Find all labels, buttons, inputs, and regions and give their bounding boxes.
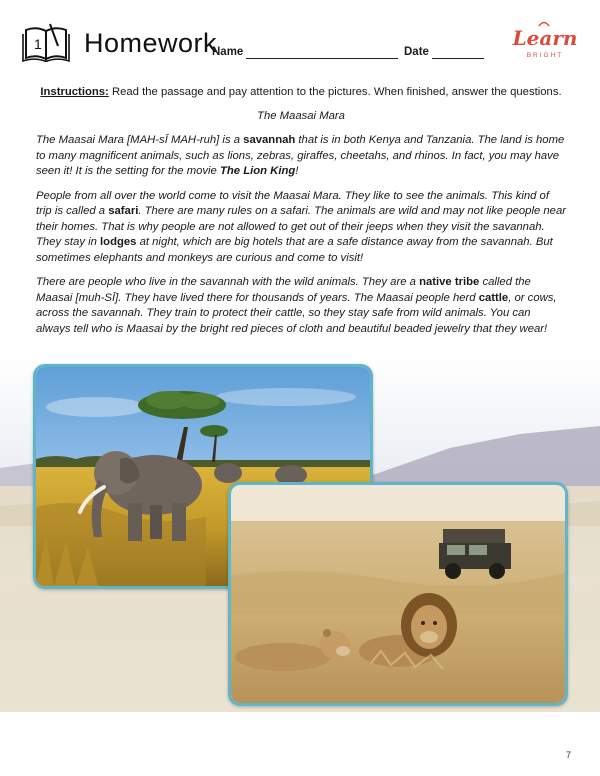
paragraph-3: There are people who live in the savannah with the wild animals. They are a native tribe called the Maasai [muh-SĪ]. They have lived there for thousands of years. The Maasai people herd cattle, or cows, across the savannah. They train to protect their cattle, so they stay safe from wild animals. You can always tell who is Maasai by the bright red pieces of cloth and beautiful beaded jewelry that they wear!	[36, 276, 557, 335]
keyword-cattle: cattle	[478, 291, 509, 304]
logo-subword: BRIGHT	[526, 52, 564, 59]
date-field[interactable]	[432, 58, 484, 59]
learn-bright-logo	[509, 24, 581, 64]
name-label: Name	[212, 46, 244, 58]
book-icon	[22, 22, 72, 62]
worksheet-header	[22, 18, 582, 70]
keyword-native-tribe: native tribe	[419, 276, 480, 288]
name-field[interactable]	[246, 58, 398, 59]
page-title: Homework	[84, 28, 218, 58]
keyword-savannah: savannah	[243, 134, 296, 146]
lions-jeep-photo	[228, 482, 568, 706]
passage-title: The Maasai Mara	[257, 109, 345, 122]
instructions-text: Read the passage and pay attention to the pictures. When finished, answer the questions.	[108, 86, 562, 98]
instructions	[36, 85, 566, 101]
logo-word: Learn	[512, 26, 578, 50]
page-number: 7	[566, 750, 572, 760]
keyword-lodges: lodges	[100, 236, 137, 248]
paragraph-2: People from all over the world come to visit the Maasai Mara. They like to see the animals. This kind of trip is called a safari. There are many rules on a safari. The animals are wild and may not like people near their homes. That is why people are not allowed to get out of their jeeps when they visit the savannah. They stay in lodges at night, which are big hotels that are a safe distance away from the savannah. But sometimes elephants and monkeys are curious and come to visit!	[36, 189, 566, 264]
instructions-label: Instructions:	[40, 86, 109, 98]
date-label: Date	[404, 46, 429, 58]
paragraph-1: The Maasai Mara [MAH-sĪ MAH-ruh] is a savannah that is in both Kenya and Tanzania. The land is home to many magnificent animals, such as lions, zebras, giraffes, cheetahs, and rhinos. In fact, you may have seen it! It is the setting for the movie The Lion King!	[36, 134, 565, 177]
svg-text:1: 1	[34, 36, 42, 52]
worksheet-content	[36, 85, 566, 346]
keyword-safari: safari	[108, 205, 139, 217]
keyword-lion-king: The Lion King	[219, 165, 296, 177]
